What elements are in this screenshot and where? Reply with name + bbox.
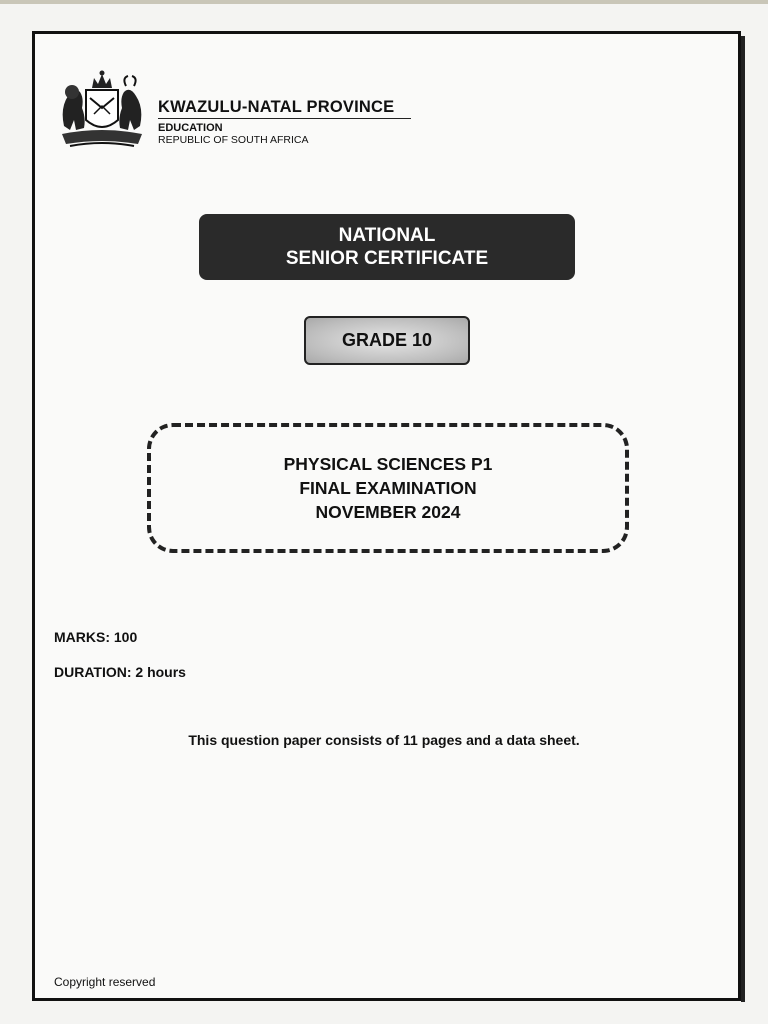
grade-badge (304, 316, 470, 365)
coat-of-arms-icon (56, 68, 148, 154)
exam-date: NOVEMBER 2024 (315, 502, 461, 522)
marks-text: MARKS: 100 (54, 629, 138, 645)
header-underline (158, 118, 411, 119)
province-name: KWAZULU-NATAL PROVINCE (158, 98, 395, 116)
certificate-line-1: NATIONAL (338, 225, 436, 246)
exam-name: FINAL EXAMINATION (299, 478, 477, 498)
subject-box (147, 423, 629, 553)
grade-label: GRADE 10 (341, 330, 433, 350)
copyright-text: Copyright reserved (54, 975, 156, 989)
certificate-line-2: SENIOR CERTIFICATE (285, 248, 489, 269)
top-edge-strip (0, 0, 768, 4)
pages-note: This question paper consists of 11 pages and a data sheet. (188, 732, 580, 748)
department-name: EDUCATION (158, 122, 223, 134)
country-name: REPUBLIC OF SOUTH AFRICA (158, 134, 309, 146)
subject-title: PHYSICAL SCIENCES P1 (283, 454, 493, 474)
certificate-banner (199, 214, 575, 280)
duration-text: DURATION: 2 hours (54, 664, 186, 680)
